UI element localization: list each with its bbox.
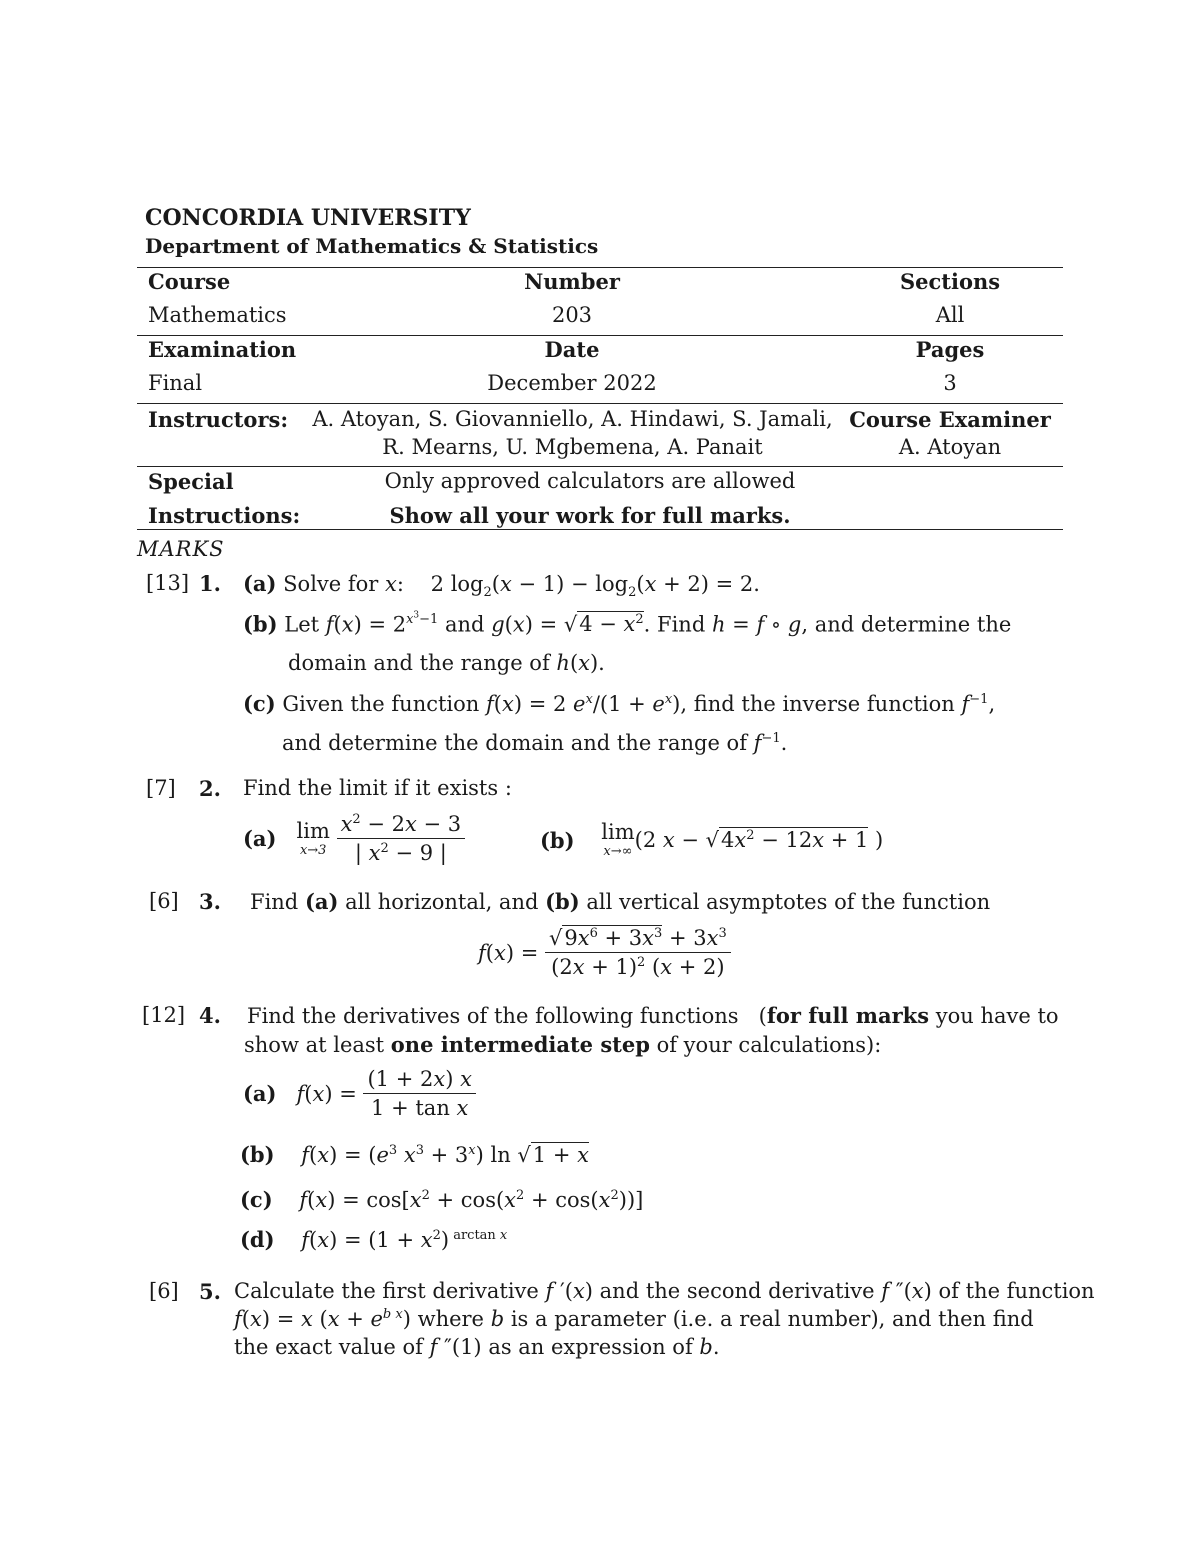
q4-part-b: (b) $f(x) = (e^3$ $x^3 + 3^x$) ln √1 + x xyxy=(240,1142,589,1167)
instructions-label: Instructions: xyxy=(148,503,301,528)
number-label: Number xyxy=(524,269,620,294)
q3-text-mid: all horizontal, and xyxy=(345,890,539,914)
q1-part-b: (b) Let $f(x) = 2^{x^3-1}$ and $g(x) = √4 - x^2$. Find h = f ∘ g, and determine the xyxy=(243,611,1012,637)
q1-part-c-line-2: and determine the domain and the range of $f^{-1}$. xyxy=(282,731,788,755)
q1-part-c: (c) Given the function f(x) = 2 $e^x/(1 + e^x)$, find the inverse function $f^{-1}$, xyxy=(243,691,996,716)
number-value: 203 xyxy=(551,303,593,327)
q3-marks: [6] xyxy=(149,889,179,913)
university-name: CONCORDIA UNIVERSITY xyxy=(145,205,471,231)
q3-text-pre: Find xyxy=(250,890,299,914)
q4c-label: (c) xyxy=(240,1187,273,1212)
q3-label-b: (b) xyxy=(545,889,580,914)
q1b-text-4: , and determine the xyxy=(801,612,1012,637)
q5-text-2a: where xyxy=(417,1307,484,1331)
q4-paren: ( xyxy=(758,1004,767,1028)
q2-number: 2. xyxy=(199,776,221,801)
instructors-line-1: A. Atoyan, S. Giovanniello, A. Hindawi, S. Jamali, xyxy=(312,407,833,431)
special-line-1: Only approved calculators are allowed xyxy=(384,469,796,493)
q3-text-post: all vertical asymptotes of the function xyxy=(586,890,991,914)
q2b-label: (b) xyxy=(540,827,575,853)
q5-text-3b: as an expression of xyxy=(488,1335,693,1359)
q2b-limit: lim x→∞ xyxy=(601,820,635,859)
q5-text-1c: of the function xyxy=(938,1279,1095,1303)
q5-text-2b: is a parameter (i.e. a real number), and then find xyxy=(510,1307,1034,1331)
q2a-label: (a) xyxy=(243,826,277,851)
q2a-fraction: $\frac{x^2 - 2x - 3}{| x^2 - 9 |}$ xyxy=(337,812,466,865)
q3-function: f(x) = $\frac{√9x^6 + 3x^3 + 3x^3}{(2x + 1)^2 (x + 2)}$ xyxy=(478,926,731,979)
q4-text-3: show at least xyxy=(244,1033,385,1057)
q1c-text-2: , find the inverse function xyxy=(680,692,955,716)
q1-part-b-line-2: domain and the range of h(x). xyxy=(288,651,605,675)
q4-marks: [12] xyxy=(142,1003,186,1027)
q1b-line-2: domain and the range of xyxy=(288,651,550,675)
q1c-label: (c) xyxy=(243,691,276,716)
q4-text-line-2 xyxy=(244,1032,881,1057)
q2-part-b: (b) lim x→∞ (2 $x - √4x^2 - 12x + 1$ ) xyxy=(540,820,884,859)
date-value: December 2022 xyxy=(487,371,657,395)
q4-part-d: (d) $f(x) = (1 + x^2)$ $^{arctan x}$ xyxy=(240,1227,508,1252)
q1b-text-3: . Find xyxy=(643,612,706,637)
table-bottom-rule xyxy=(137,529,1063,530)
q5-line-1: Calculate the first derivative f ′(x) and the second derivative f ″(x) of the function xyxy=(234,1279,1095,1303)
q4-text-4: of your calculations): xyxy=(656,1033,882,1057)
special-label: Special xyxy=(148,469,234,494)
pages-value: 3 xyxy=(943,371,957,395)
q1c-text-1: Given the function xyxy=(282,692,480,716)
exam-value: Final xyxy=(148,371,203,395)
q5-text-3a: the exact value of xyxy=(234,1335,423,1359)
q2-marks: [7] xyxy=(146,776,176,800)
q5-number: 5. xyxy=(199,1279,221,1304)
instructors-label: Instructors: xyxy=(148,407,289,432)
q1c-line-2: and determine the domain and the range of xyxy=(282,731,747,755)
q4-bold-1: for full marks xyxy=(766,1003,930,1028)
table-rule xyxy=(137,466,1063,467)
q4a-label: (a) xyxy=(243,1081,277,1106)
q4b-label: (b) xyxy=(240,1142,275,1167)
q2-text: Find the limit if it exists : xyxy=(243,776,512,800)
table-rule xyxy=(137,335,1063,336)
special-line-2: Show all your work for full marks. xyxy=(389,503,791,528)
q2-part-a xyxy=(243,812,465,865)
q5-line-2: f(x) = x $(x + e^{b x})$ where b is a parameter (i.e. a real number), and then find xyxy=(234,1307,1034,1331)
q4d-label: (d) xyxy=(240,1227,275,1252)
q4-text-line-1 xyxy=(247,1003,1059,1028)
instructors-line-2: R. Mearns, U. Mgbemena, A. Panait xyxy=(382,435,763,459)
examiner-label: Course Examiner xyxy=(849,407,1051,432)
course-value: Mathematics xyxy=(148,303,287,327)
table-rule xyxy=(137,403,1063,404)
q1-marks: [13] xyxy=(146,571,190,595)
pages-label: Pages xyxy=(915,337,985,362)
q1-number: 1. xyxy=(199,571,221,596)
sections-value: All xyxy=(935,303,965,327)
q5-text-1a: Calculate the first derivative xyxy=(234,1279,539,1303)
q3-label-a: (a) xyxy=(304,889,339,914)
q4-part-a: (a) f(x) = $\frac{(1 + 2x) x}{\text{1 + tan x}}$ xyxy=(243,1067,476,1120)
q4-text-2: you have to xyxy=(935,1004,1059,1028)
q5-marks: [6] xyxy=(149,1279,179,1303)
q4-part-c: (c) $f(x) = \cos[x^2 + \cos(x^2 + \cos(x^2))]$ xyxy=(240,1187,644,1212)
examiner-value: A. Atoyan xyxy=(898,435,1002,459)
q1b-text-1: Let xyxy=(284,612,320,637)
q5-text-1b: and the second derivative xyxy=(599,1279,875,1303)
table-top-rule xyxy=(137,267,1063,268)
q1b-text-2: and xyxy=(445,612,485,637)
exam-label: Examination xyxy=(148,337,297,362)
sections-label: Sections xyxy=(899,269,1001,294)
q3-number: 3. xyxy=(199,889,221,914)
department-name: Department of Mathematics & Statistics xyxy=(145,234,599,258)
q1b-label: (b) xyxy=(243,611,278,637)
q5-line-3: the exact value of f ″(1) as an expression of b. xyxy=(234,1335,720,1359)
q4-number: 4. xyxy=(199,1003,221,1028)
q1-part-a: (a) Solve for x: 2 $\log_2(x - 1) - \log_2(x + 2) = 2$. xyxy=(243,571,760,601)
date-label: Date xyxy=(544,337,600,362)
q2a-limit: lim x→3 xyxy=(296,818,330,858)
q4-text-1: Find the derivatives of the following functions xyxy=(247,1004,739,1028)
q1a-text: Solve for xyxy=(283,572,379,596)
q1a-label: (a) xyxy=(243,571,277,596)
course-label: Course xyxy=(148,269,231,294)
q3-text xyxy=(250,889,990,914)
marks-heading: MARKS xyxy=(137,537,225,561)
q4-bold-2: one intermediate step xyxy=(390,1032,650,1057)
